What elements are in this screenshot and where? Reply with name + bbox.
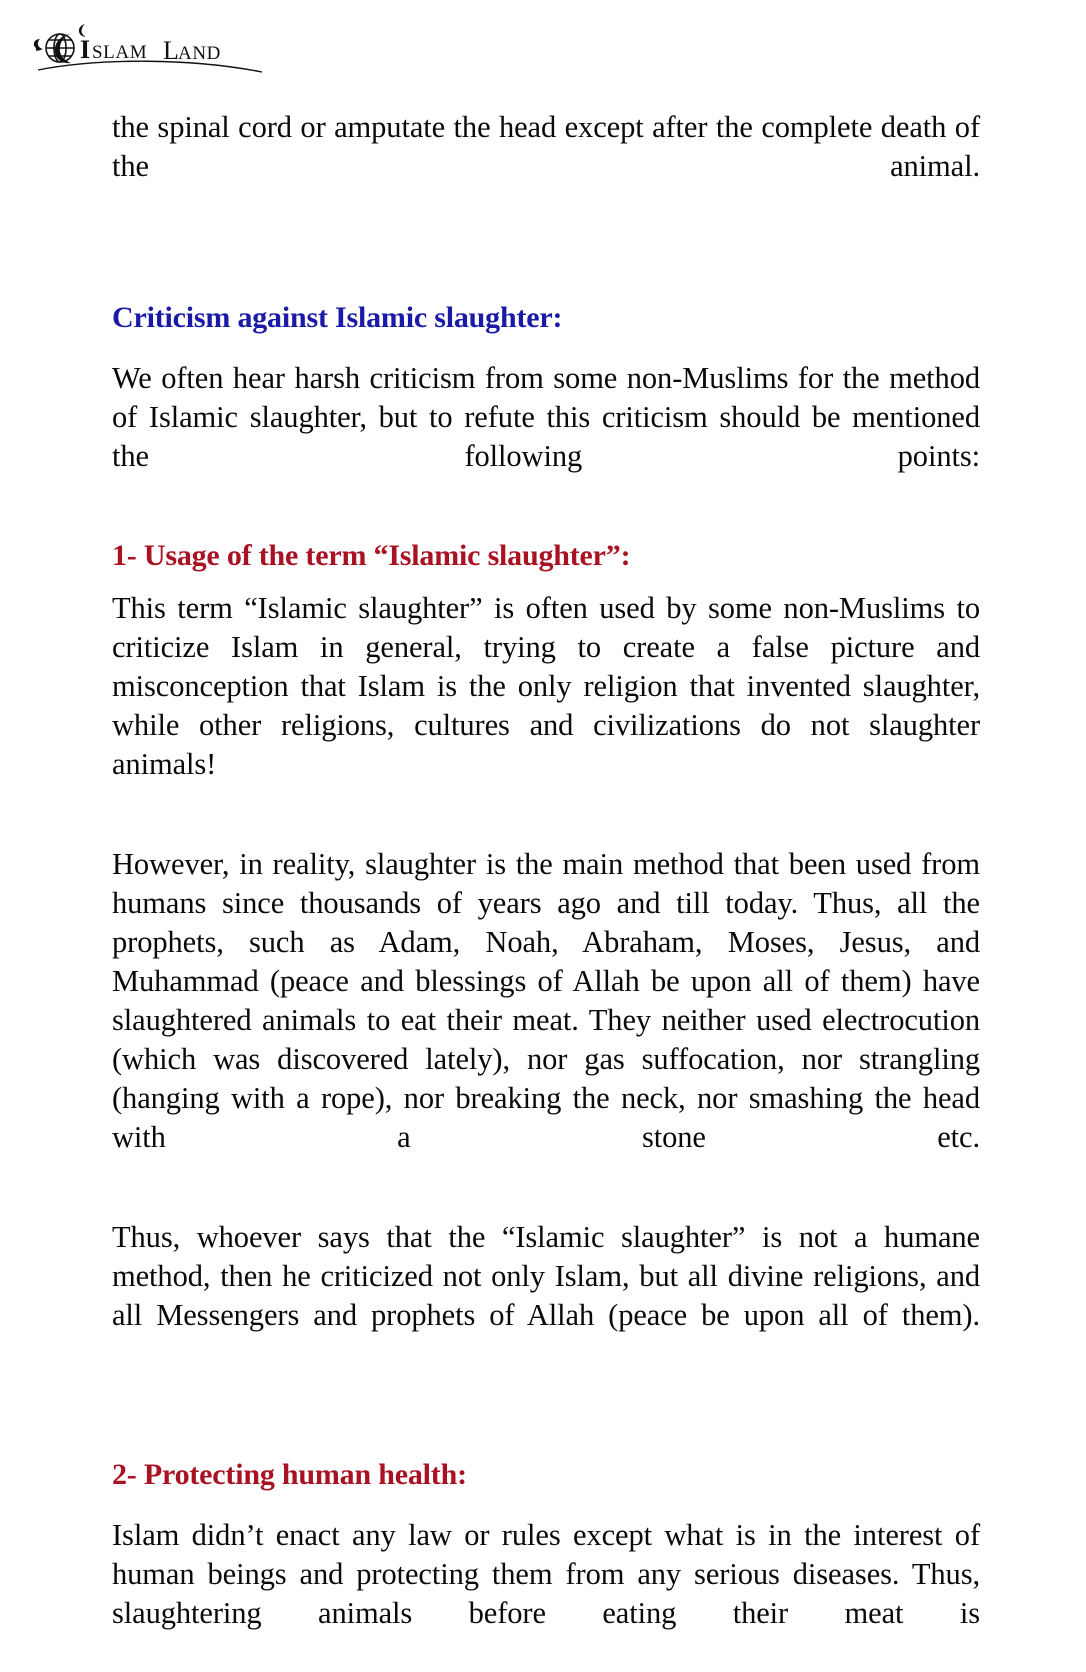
spacer bbox=[112, 1494, 980, 1516]
paragraph-point-1-a: This term “Islamic slaughter” is often used by some non-Muslims to criticize Islam in general, trying to create a false picture and misconception that Islam is the only religion that invented slaughter, while other religions, cultures and civilizations do not slaughter animals! bbox=[112, 591, 980, 781]
spacer bbox=[112, 1374, 980, 1456]
paragraph-criticism-intro: We often hear harsh criticism from some non-Muslims for the method of Islamic slaughter, but to refute this criticism should be mentioned the following points: bbox=[112, 361, 980, 473]
spacer bbox=[112, 575, 980, 589]
heading-point-1-usage-of-the-term: 1- Usage of the term “Islamic slaughter”: bbox=[112, 539, 631, 572]
paragraph-point-1-b: However, in reality, slaughter is the main method that been used from humans since thousands of years ago and till today. Thus, all the prophets, such as Adam, Noah, Abraham, Moses, Jesus, and Muhammad (peace and blessings of Allah be upon all of them) have slaughtered animals to eat their meat. They neither used electrocution (which was discovered lately), nor gas suffocation, nor strangling (hanging with a rope), nor breaking the neck, nor smashing the head with a stone etc. bbox=[112, 847, 980, 1154]
logo-text-l: L bbox=[163, 36, 180, 65]
spacer bbox=[112, 823, 980, 845]
logo-swoosh bbox=[38, 61, 262, 72]
page-header bbox=[30, 18, 330, 82]
paragraph-continued: the spinal cord or amputate the head except after the complete death of the animal. bbox=[112, 110, 980, 183]
paragraph-point-1-c: Thus, whoever says that the “Islamic slaughter” is not a humane method, then he criticized not only Islam, but all divine religions, and all Messengers and prophets of Allah (peace be upon all of them). bbox=[112, 1220, 980, 1332]
spacer bbox=[112, 337, 980, 359]
logo-text-slam: SLAM bbox=[92, 42, 148, 63]
spacer bbox=[112, 225, 980, 299]
spacer bbox=[112, 1196, 980, 1218]
heading-criticism-against-islamic-slaughter: Criticism against Islamic slaughter: bbox=[112, 301, 563, 334]
islamland-logo-mark bbox=[30, 18, 270, 78]
document-body bbox=[112, 108, 980, 1672]
logo-text-and: AND bbox=[178, 43, 221, 64]
islamland-logo bbox=[30, 18, 270, 78]
heading-point-2-protecting-human-health: 2- Protecting human health: bbox=[112, 1458, 467, 1491]
spacer bbox=[112, 515, 980, 537]
logo-text-islam: I bbox=[80, 35, 91, 64]
paragraph-point-2-a: Islam didn’t enact any law or rules except what is in the interest of human beings and protecting them from any serious diseases. Thus, slaughtering animals before eating their meat is bbox=[112, 1518, 980, 1630]
